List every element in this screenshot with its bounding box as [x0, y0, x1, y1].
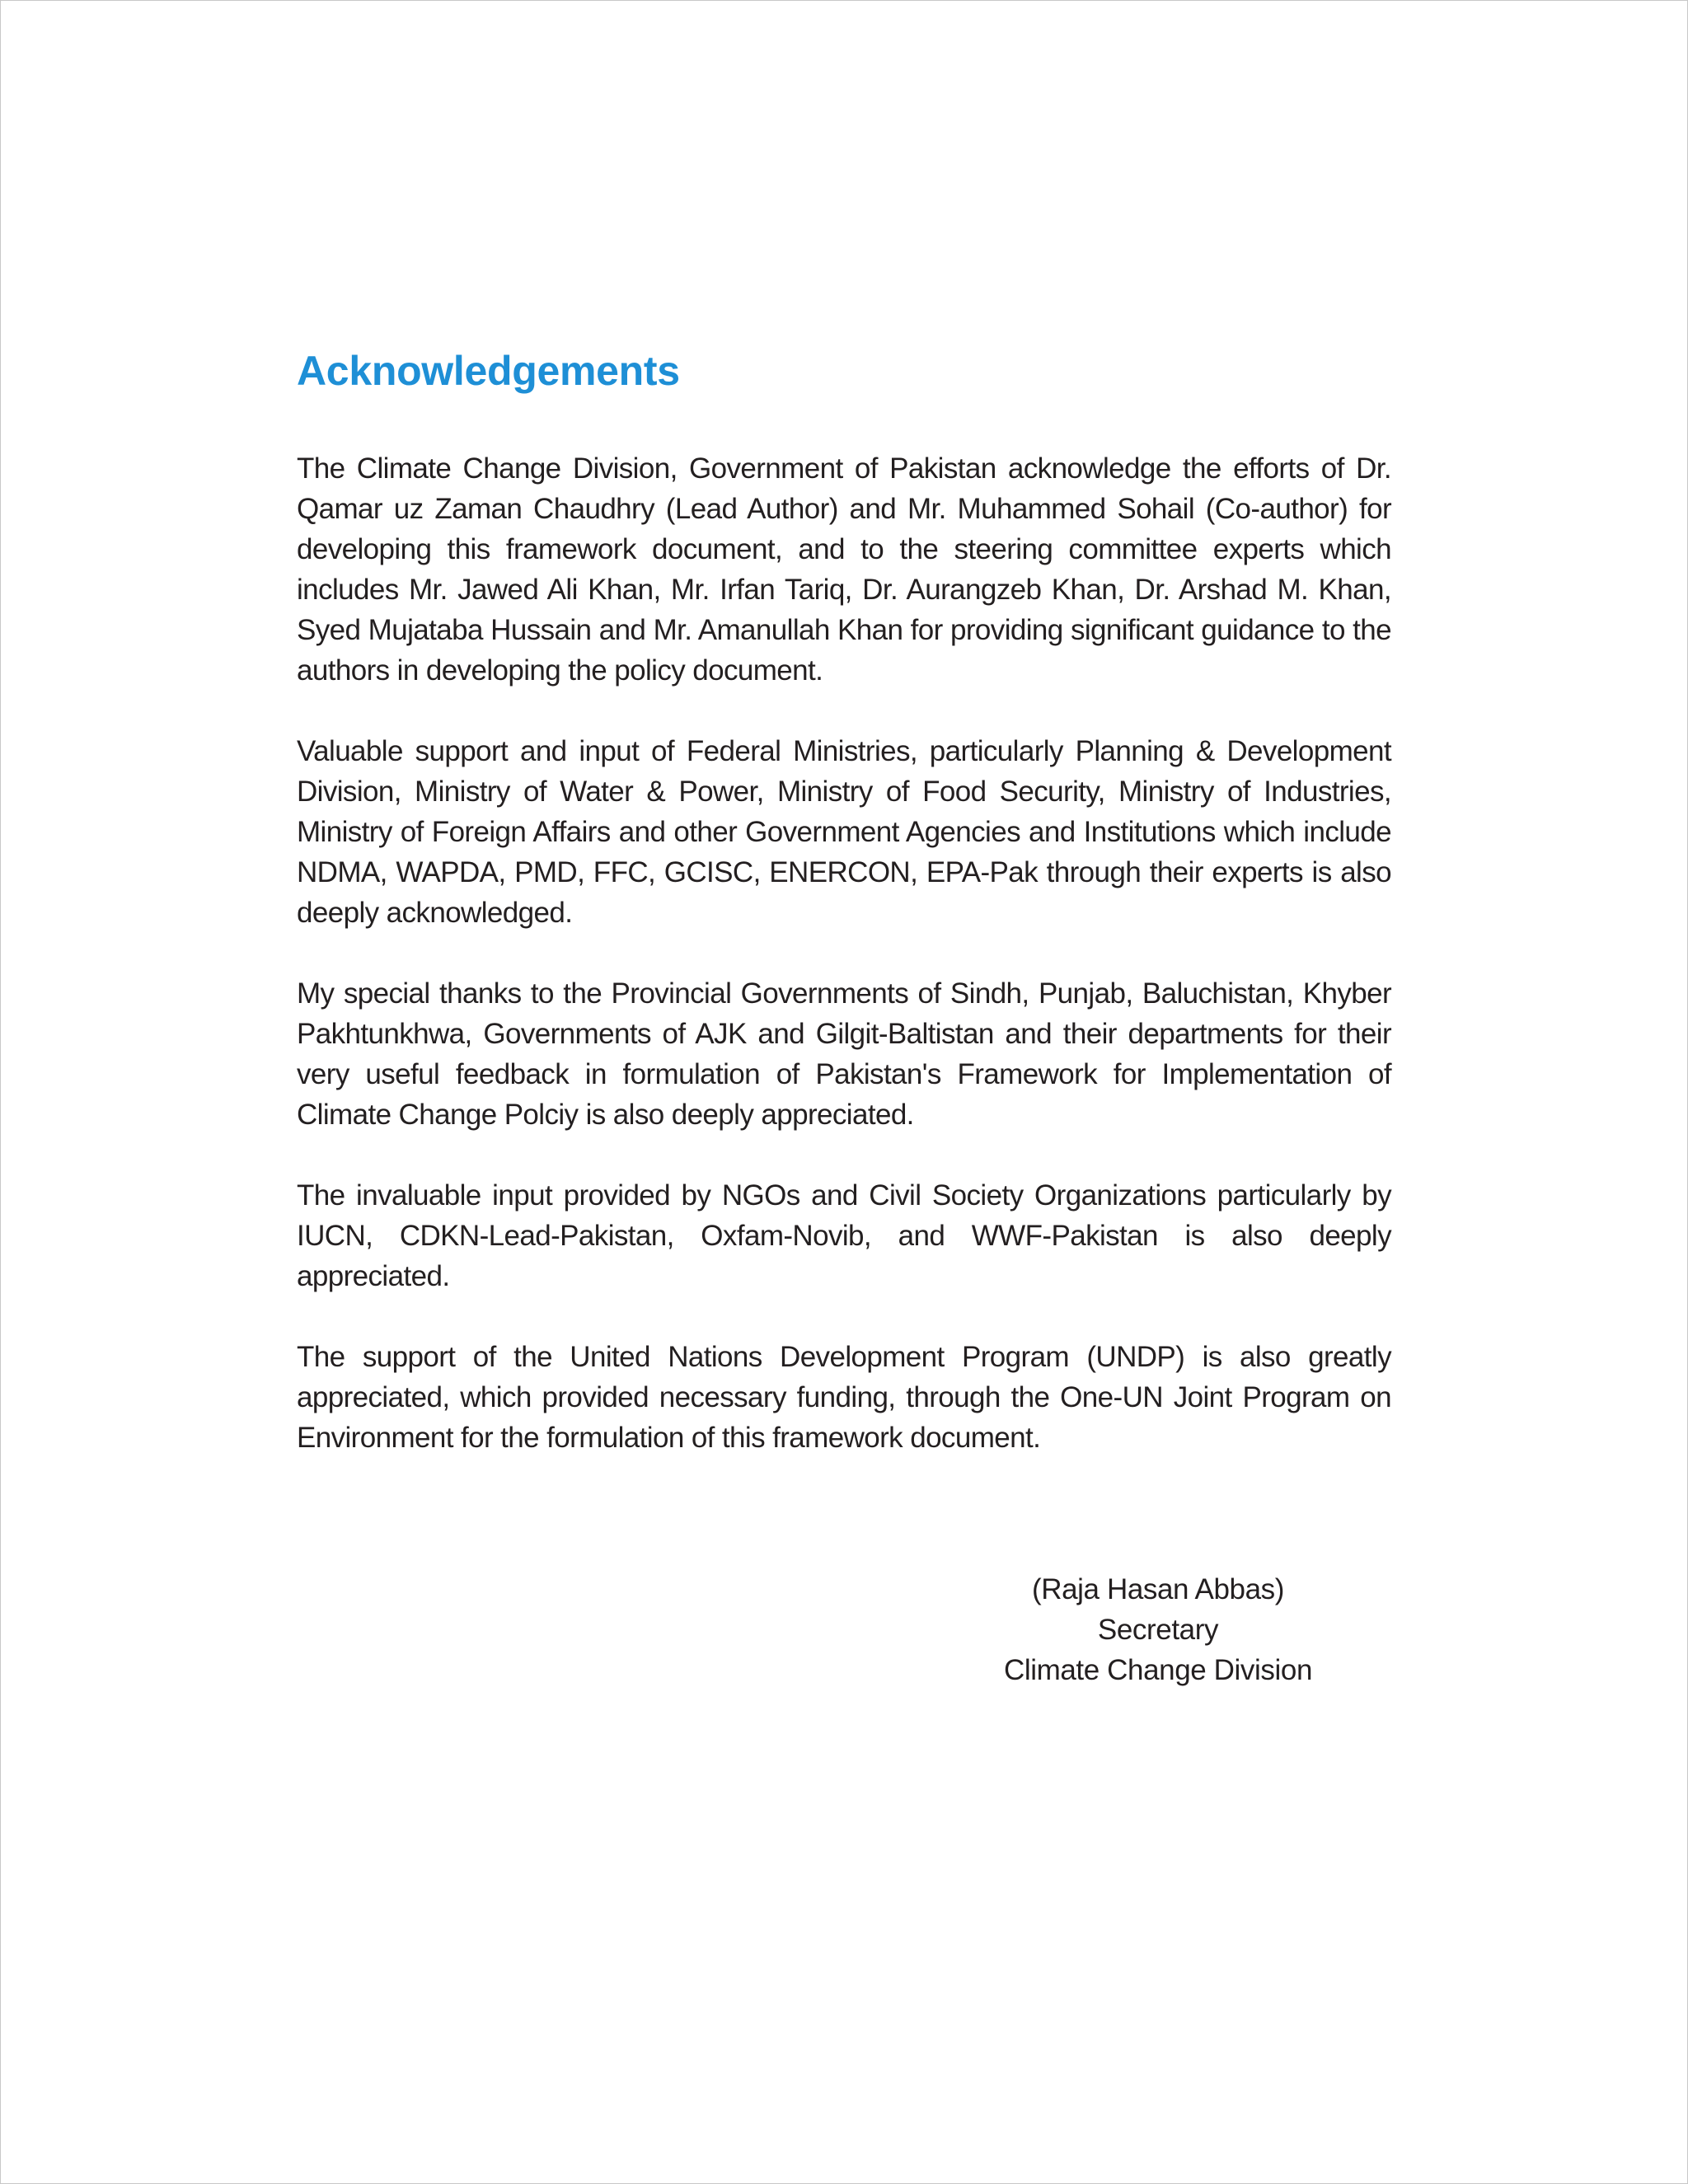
paragraph-federal-ministries: Valuable support and input of Federal Ministries, particularly Planning & Development Division, Ministry of Water & Power, Ministry of Food Security, Ministry of Industries, Ministry of Foreign Affairs and other Government Agencies and Institutions which include NDMA, WAPDA, PMD, FFC, GCISC, ENERCON, EPA-Pak through their experts is also deeply acknowledged.: [297, 735, 1391, 929]
paragraph-authors: The Climate Change Division, Government of Pakistan acknowledge the efforts of Dr. Qamar uz Zaman Chaudhry (Lead Author) and Mr. Muhammed Sohail (Co-author) for developing this framework document, and to the steering committee experts which includes Mr. Jawed Ali Khan, Mr. Irfan Tariq, Dr. Aurangzeb Khan, Dr. Arshad M. Khan, Syed Mujataba Hussain and Mr. Amanullah Khan for providing significant guidance to the authors in developing the policy document.: [297, 452, 1391, 687]
signatory-designation: Secretary: [1097, 1614, 1219, 1646]
signatory-name: (Raja Hasan Abbas): [1031, 1573, 1285, 1605]
paragraph-ngos: The invaluable input provided by NGOs and Civil Society Organizations particularly by IUCN, CDKN-Lead-Pakistan, Oxfam-Novib, and WWF-Pakistan is also deeply appreciated.: [297, 1179, 1391, 1292]
document-body: [297, 338, 1391, 1498]
page-title: Acknowledgements: [297, 348, 680, 394]
signature-block: [911, 1569, 1405, 1690]
signatory-organization: Climate Change Division: [1003, 1654, 1313, 1686]
paragraph-provincial-governments: My special thanks to the Provincial Governments of Sindh, Punjab, Baluchistan, Khyber Pakhtunkhwa, Governments of AJK and Gilgit-Baltistan and their departments for their very useful feedback in formulation of Pakistan's Framework for Implementation of Climate Change Polciy is also deeply appreciated.: [297, 977, 1391, 1131]
paragraph-undp: The support of the United Nations Development Program (UNDP) is also greatly appreciated, which provided necessary funding, through the One-UN Joint Program on Environment for the formulation of this framework document.: [297, 1341, 1391, 1454]
